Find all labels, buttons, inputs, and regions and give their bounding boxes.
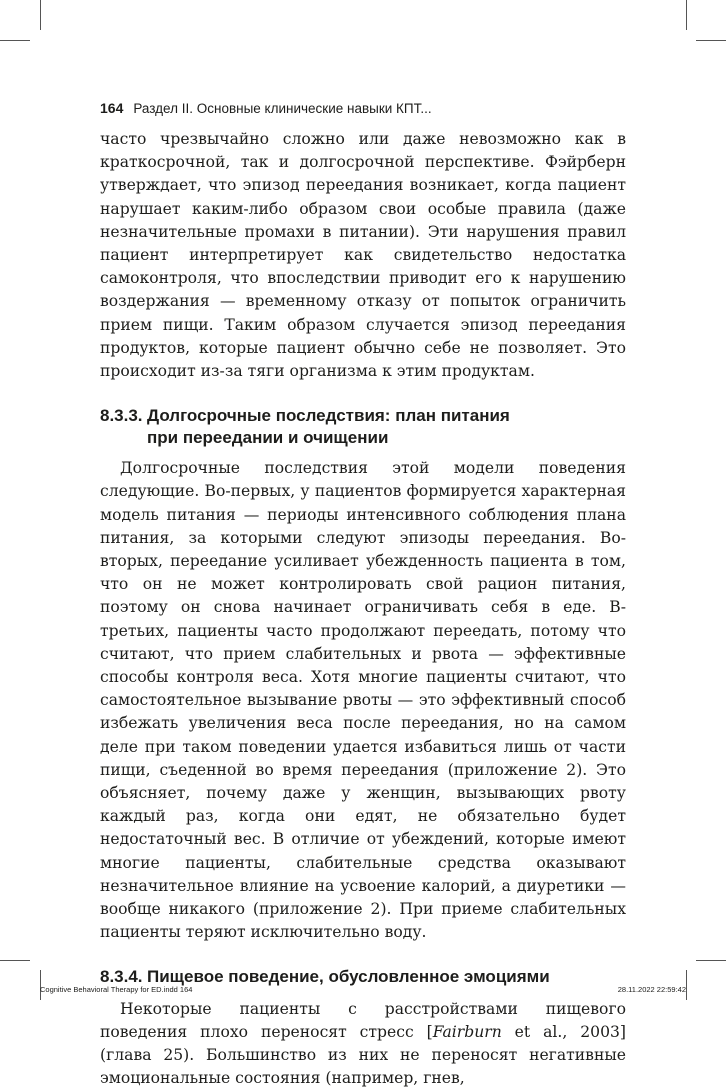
page-body xyxy=(100,128,626,1090)
slug-filename: Cognitive Behavioral Therapy for ED.indd 164 xyxy=(40,985,192,994)
page-number: 164 xyxy=(100,100,123,116)
crop-mark xyxy=(696,40,726,41)
body-paragraph: часто чрезвычайно сложно или даже невозможно как в краткосрочной, так и долгосрочной перспективе. Фэйрберн утверждает, что эпизод переедания возникает, когда пациент нарушает каким-либо образом свои особые правила (даже незначительные промахи в питании). Эти нарушения правил пациент интерпретирует как свидетельство недостатка самоконтроля, что впоследствии приводит его к нарушению воздержания — временному отказу от попыток ограничить прием пищи. Таким образом случается эпизод переедания продуктов, которые пациент обычно себе не позволяет. Это происходит из-за тяги организма к этим продуктам. xyxy=(100,128,626,383)
crop-mark xyxy=(696,960,726,961)
section-title: Пищевое поведение, обусловленное эмоциями xyxy=(147,967,550,986)
section-title-line1: Долгосрочные последствия: план питания xyxy=(147,406,510,425)
crop-mark xyxy=(0,40,30,41)
body-paragraph: Долгосрочные последствия этой модели поведения следующие. Во-первых, у пациентов формируется характерная модель питания — периоды интенсивного соблюдения плана питания, за которыми следуют эпизоды переедания. Во-вторых, переедание усиливает убежденность пациента в том, что он не может контролировать свой рацион питания, поэтому он снова начинает ограничивать себя в еде. В-третьих, пациенты часто продолжают переедать, потому что считают, что прием слабительных и рвота — эффективные способы контроля веса. Хотя многие пациенты считают, что самостоятельное вызывание рвоты — это эффективный способ избежать увеличения веса после переедания, но на самом деле при таком поведении удается избавиться лишь от части пищи, съеденной во время переедания (приложение 2). Это объясняет, почему даже у женщин, вызывающих рвоту каждый раз, когда они едят, не обязательно будет недостаточный вес. В отличие от убеждений, которые имеют многие пациенты, слабительные средства оказывают незначительное влияние на усвоение калорий, а диуретики — вообще никакого (приложение 2). При приеме слабительных пациенты теряют исключительно воду. xyxy=(100,457,626,944)
section-title-line2: при переедании и очищении xyxy=(100,427,626,449)
crop-mark xyxy=(40,0,41,30)
citation-author: Fairburn xyxy=(433,1023,502,1041)
crop-mark xyxy=(0,960,30,961)
running-title: Раздел II. Основные клинические навыки КПТ... xyxy=(133,101,431,116)
crop-mark xyxy=(686,0,687,30)
running-header xyxy=(100,100,432,116)
section-number: 8.3.3. xyxy=(100,405,147,427)
paragraph-text: Некоторые пациенты с расстройствами пищевого поведения плохо переносят стресс [ xyxy=(100,1000,626,1041)
crop-mark xyxy=(686,970,687,1000)
section-number: 8.3.4. xyxy=(100,966,147,988)
paragraph-text: et al., 2003] (глава 25). Большинство из них не переносят негативные эмоциональные состояния (например, гнев, xyxy=(100,1023,626,1087)
slug-timestamp: 28.11.2022 22:59:42 xyxy=(618,985,686,994)
body-paragraph xyxy=(100,998,626,1090)
section-heading xyxy=(100,405,626,449)
